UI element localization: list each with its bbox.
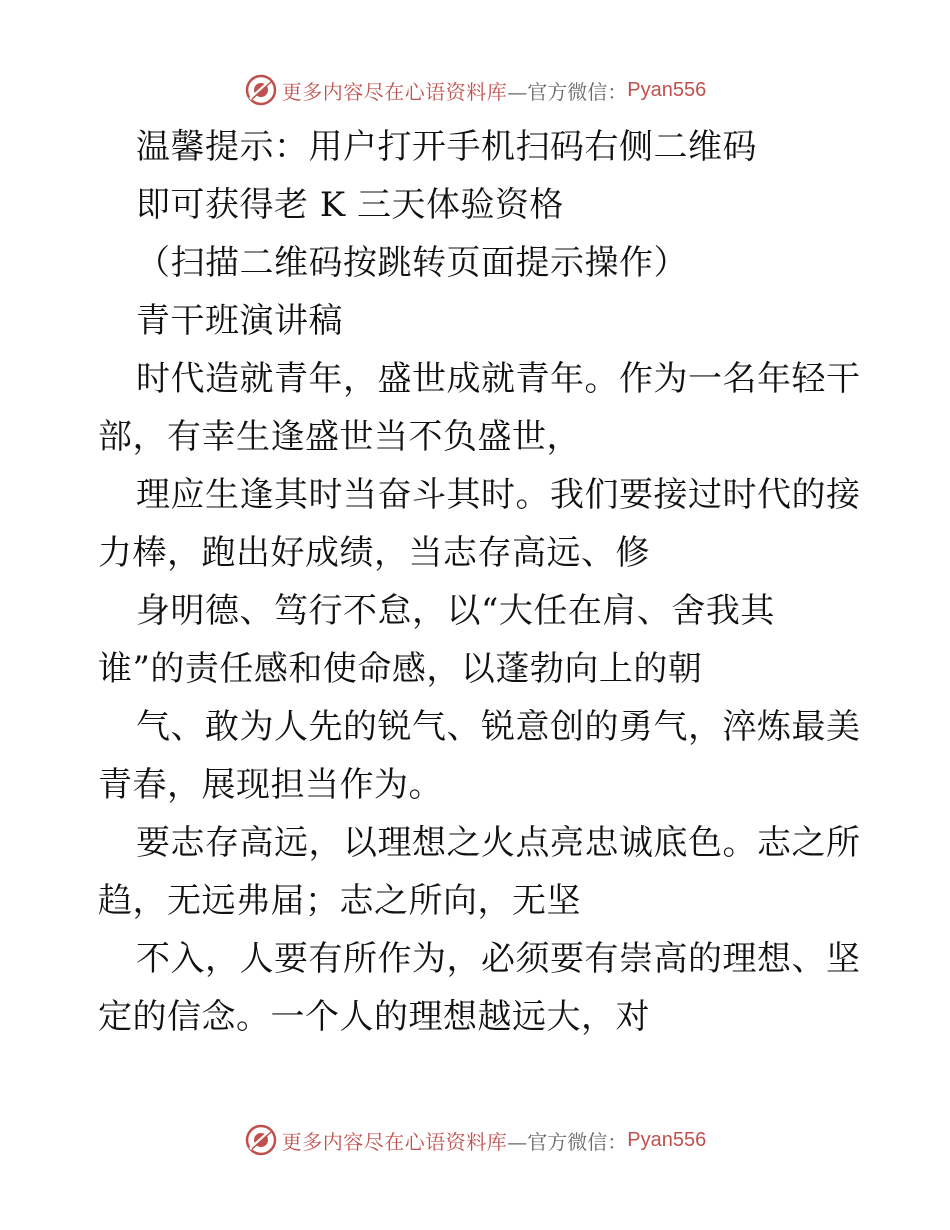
document-title: 青干班演讲稿 [136,301,343,341]
body-line: 即可获得老 K 三天体验资格 [136,185,565,225]
document-body [98,118,861,1046]
banner-wechat-id: Pyan556 [627,1128,707,1151]
body-line: 定的信念。一个人的理想越远大，对 [98,997,650,1037]
header-banner [0,70,950,110]
body-line: 谁”的责任感和使命感，以蓬勃向上的朝 [98,649,703,689]
body-line: 时代造就青年，盛世成就青年。作为一名年轻干 [136,359,861,399]
banner-brand-text: 更多内容尽在心语资料库 [281,1129,508,1154]
body-line: 温馨提示：用户打开手机扫码右侧二维码 [136,127,757,167]
body-line: 青春，展现担当作为。 [98,765,443,805]
body-line: （扫描二维码按跳转页面提示操作） [136,243,688,283]
body-line: 要志存高远，以理想之火点亮忠诚底色。志之所 [136,823,861,863]
banner-separator-text: —官方微信： [507,1129,628,1154]
body-line: 身明德、笃行不怠，以“大任在肩、舍我其 [136,591,775,631]
banner-separator-text: —官方微信： [507,79,628,104]
brand-logo-icon [244,1123,278,1157]
body-line: 不入，人要有所作为，必须要有崇高的理想、坚 [136,939,861,979]
body-line: 理应生逢其时当奋斗其时。我们要接过时代的接 [136,475,861,515]
banner-wechat-id: Pyan556 [627,78,707,101]
banner-brand-text: 更多内容尽在心语资料库 [281,79,508,104]
footer-banner [0,1120,950,1160]
body-line: 部，有幸生逢盛世当不负盛世， [98,417,581,457]
body-line: 趋，无远弗届；志之所向，无坚 [98,881,581,921]
body-line: 气、敢为人先的锐气、锐意创的勇气，淬炼最美 [136,707,861,747]
body-line: 力棒，跑出好成绩，当志存高远、修 [98,533,650,573]
brand-logo-icon [244,73,278,107]
